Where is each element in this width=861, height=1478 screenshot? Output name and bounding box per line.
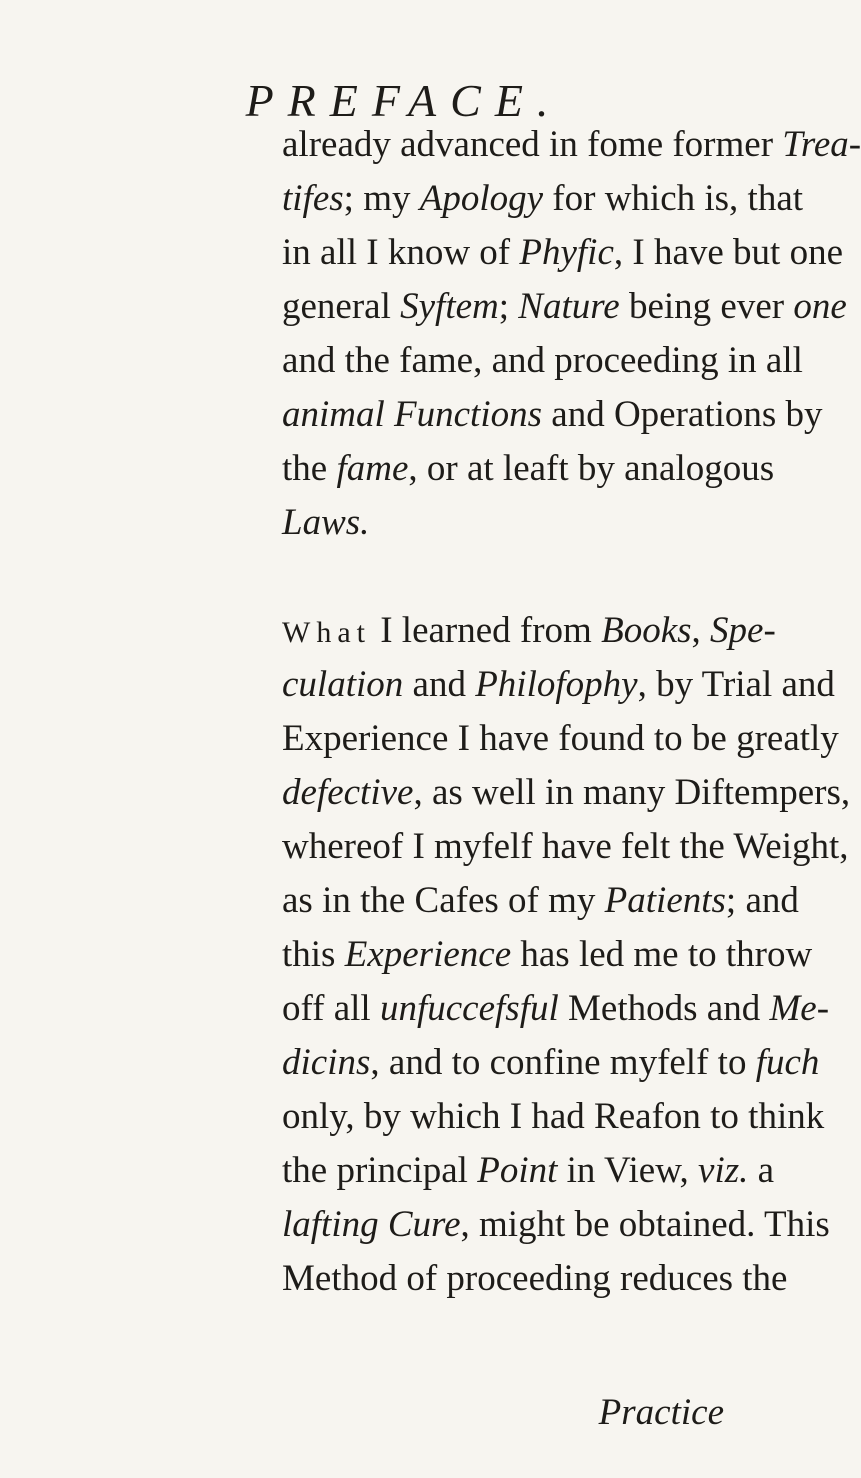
italic-text: Phyfic	[519, 232, 614, 273]
italic-text: Books	[601, 610, 692, 651]
text-run: a	[748, 1150, 775, 1191]
italic-text: Nature	[518, 286, 620, 327]
text-line	[282, 982, 830, 1036]
text-run: ,	[691, 610, 711, 651]
catchword: Practice	[598, 1392, 724, 1433]
text-run: already advanced in fome former	[282, 124, 783, 165]
text-line	[282, 712, 839, 766]
text-run: Methods and	[558, 988, 770, 1029]
italic-text: tifes	[282, 178, 344, 219]
text-line	[282, 334, 803, 388]
small-caps-text: What	[282, 616, 371, 649]
text-run: , and to confine myfelf to	[370, 1042, 756, 1083]
text-line	[282, 1090, 825, 1144]
italic-text: dicins	[282, 1042, 371, 1083]
text-run: , might be obtained. This	[460, 1204, 830, 1245]
italic-text: Laws.	[282, 502, 370, 543]
text-run: for which is, that	[543, 178, 804, 219]
text-run: Experience I have found to be greatly	[282, 718, 839, 759]
text-line	[282, 604, 776, 658]
text-line	[282, 1036, 820, 1090]
italic-text: fuch	[755, 1042, 820, 1083]
italic-text: Syftem	[400, 286, 499, 327]
italic-text: culation	[282, 664, 404, 705]
italic-text: Point	[477, 1150, 558, 1191]
text-line	[282, 1198, 830, 1252]
italic-text: animal Functions	[282, 394, 543, 435]
text-run: being ever	[619, 286, 794, 327]
running-head: PREFACE.	[245, 75, 563, 126]
text-line	[282, 226, 844, 280]
text-run: and Operations by	[542, 394, 823, 435]
text-run: Method of proceeding reduces the	[282, 1258, 788, 1299]
text-run: I learned from	[370, 610, 602, 651]
italic-text: one	[793, 286, 847, 327]
text-line	[282, 658, 835, 712]
italic-text: unfuccefsful	[379, 988, 559, 1029]
text-run: in View,	[557, 1150, 699, 1191]
text-run: , as well in many Diftempers,	[413, 772, 851, 813]
text-line	[282, 1252, 788, 1306]
text-run: ; my	[343, 178, 420, 219]
italic-text: Philofophy	[475, 664, 638, 705]
italic-text: Me-	[769, 988, 830, 1029]
text-run: in all I know of	[282, 232, 520, 273]
text-line	[282, 442, 775, 496]
text-line	[282, 820, 849, 874]
text-line	[282, 496, 724, 550]
italic-text: viz.	[698, 1150, 749, 1191]
italic-text: Experience	[344, 934, 512, 975]
text-run: general	[282, 286, 401, 327]
text-run: ; and	[725, 880, 799, 921]
italic-text: defective	[282, 772, 414, 813]
text-line	[282, 766, 851, 820]
text-run: the	[282, 448, 337, 489]
italic-text: Apology	[419, 178, 544, 219]
text-line	[282, 874, 799, 928]
text-run: whereof I myfelf have felt the Weight,	[282, 826, 849, 867]
text-run: only, by which I had Reafon to think	[282, 1096, 825, 1137]
italic-text: Trea-	[782, 124, 861, 165]
italic-text: lafting Cure	[282, 1204, 461, 1245]
text-run: has led me to throw	[511, 934, 813, 975]
text-run: off all	[282, 988, 380, 1029]
text-line	[282, 118, 861, 172]
text-run: and the fame, and proceeding in all	[282, 340, 803, 381]
text-run: and	[403, 664, 476, 705]
italic-text: Spe-	[710, 610, 776, 651]
text-run: , I have but one	[613, 232, 844, 273]
italic-text: fame	[336, 448, 409, 489]
text-line	[282, 928, 813, 982]
text-run: ;	[498, 286, 519, 327]
text-line	[282, 1144, 775, 1198]
text-run: , by Trial and	[637, 664, 835, 705]
text-run: , or at leaft by analogous	[408, 448, 775, 489]
text-line	[282, 388, 823, 442]
text-run: this	[282, 934, 345, 975]
italic-text: Patients	[604, 880, 726, 921]
text-line	[282, 280, 847, 334]
text-run: as in the Cafes of my	[282, 880, 605, 921]
text-run: the principal	[282, 1150, 478, 1191]
text-line	[282, 172, 804, 226]
